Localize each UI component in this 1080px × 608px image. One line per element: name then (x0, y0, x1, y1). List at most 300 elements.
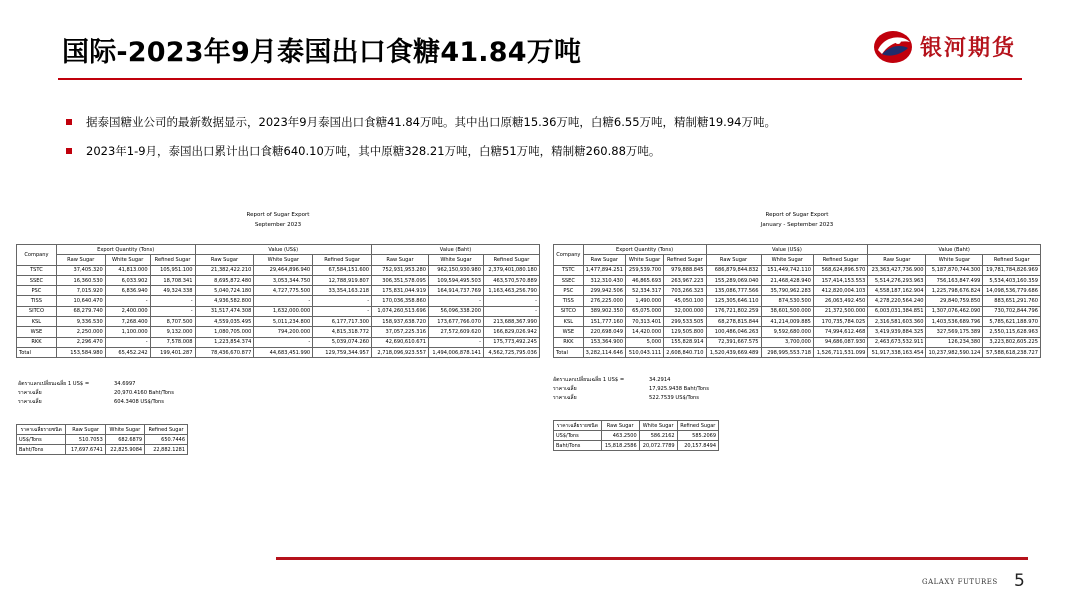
total-label: Total (554, 347, 584, 357)
column-subheader: White Sugar (625, 255, 663, 265)
value-cell: 6,003,031,384.851 (868, 306, 926, 316)
value-cell: 8,707.500 (150, 317, 195, 327)
company-cell: SITCO (554, 306, 584, 316)
total-cell: 298,995,553.718 (761, 347, 813, 357)
exchange-notes (553, 376, 709, 403)
value-cell: - (429, 337, 484, 347)
table-row (17, 327, 540, 337)
summary-bullets (66, 115, 776, 173)
value-cell: 4,558,187,162.904 (868, 286, 926, 296)
value-cell: 135,086,777.566 (706, 286, 761, 296)
price-unit: Baht/Tons (17, 445, 66, 455)
total-cell: 10,237,982,590.124 (926, 347, 983, 357)
note-value: 20,970.4160 Baht/Tons (114, 390, 174, 396)
value-cell: 45,050.100 (664, 296, 706, 306)
note-row (553, 376, 709, 385)
report-subtitle: January - September 2023 (760, 222, 834, 228)
table-row (17, 275, 540, 285)
value-cell: 32,000.000 (664, 306, 706, 316)
bullet-square-icon (66, 148, 72, 154)
value-cell: 109,594,495.503 (429, 275, 484, 285)
value-cell: 276,225.000 (583, 296, 625, 306)
value-cell: 703,266.323 (664, 286, 706, 296)
note-label: อัตราแลกเปลี่ยนเฉลี่ย 1 US$ = (18, 381, 90, 387)
value-cell: 5,534,403,160.359 (983, 275, 1041, 285)
value-cell: 4,727,775.500 (254, 286, 313, 296)
header-divider (58, 78, 1022, 80)
table-subheader-row (554, 255, 1041, 265)
column-subheader: White Sugar (429, 255, 484, 265)
price-value: 650.7446 (145, 435, 188, 445)
page-number: 5 (1014, 571, 1025, 591)
table-row (17, 296, 540, 306)
note-value: 34.6997 (114, 381, 136, 387)
column-subheader: Raw Sugar (583, 255, 625, 265)
note-row (553, 394, 709, 403)
bullet-item (66, 115, 776, 129)
value-cell: 1,632,000.000 (254, 306, 313, 316)
value-cell: 21,372,500.000 (813, 306, 867, 316)
table-header-row (554, 245, 1041, 255)
table-row (554, 337, 1041, 347)
price-value: 17,697.6741 (66, 445, 105, 455)
value-cell: 12,788,919.807 (313, 275, 372, 285)
value-cell: 9,592,680.000 (761, 327, 813, 337)
value-cell: 164,914,737.769 (429, 286, 484, 296)
price-header-row (17, 425, 188, 435)
value-cell: 312,310.430 (583, 275, 625, 285)
value-cell: 299,942.506 (583, 286, 625, 296)
column-subheader: Refined Sugar (313, 255, 372, 265)
total-cell: 510,043.111 (625, 347, 663, 357)
value-cell: 756,163,847.499 (926, 275, 983, 285)
value-cell: 568,624,896.570 (813, 265, 867, 275)
value-cell: 94,686,087.930 (813, 337, 867, 347)
note-label: ราคาเฉลี่ย (553, 386, 577, 392)
value-cell: 49,324.338 (150, 286, 195, 296)
value-cell: 175,831,044.919 (372, 286, 429, 296)
company-cell: RKK (554, 337, 584, 347)
note-row (18, 389, 174, 398)
note-label: อัตราแลกเปลี่ยนเฉลี่ย 1 US$ = (553, 377, 625, 383)
table-row (554, 286, 1041, 296)
column-subheader: White Sugar (105, 255, 150, 265)
value-cell: 979,888.845 (664, 265, 706, 275)
value-cell: 10,640.470 (56, 296, 105, 306)
value-cell: 5,785,621,188.970 (983, 317, 1041, 327)
value-cell: 37,057,225.316 (372, 327, 429, 337)
value-cell: 38,601,500.000 (761, 306, 813, 316)
value-cell: 42,690,610.671 (372, 337, 429, 347)
column-header-company: Company (17, 245, 57, 266)
price-value: 463.2500 (601, 431, 639, 441)
table-subheader-row (17, 255, 540, 265)
value-cell: 463,570,570.889 (483, 275, 539, 285)
company-cell: SSEC (554, 275, 584, 285)
company-cell: WSE (554, 327, 584, 337)
price-value: 22,825.9084 (105, 445, 144, 455)
value-cell: 4,559,035.495 (195, 317, 254, 327)
value-cell: 2,250.000 (56, 327, 105, 337)
column-subheader: Refined Sugar (664, 255, 706, 265)
value-cell: 1,307,076,462.090 (926, 306, 983, 316)
table-row (17, 337, 540, 347)
bullet-item (66, 144, 776, 158)
value-cell: 1,403,536,689.796 (926, 317, 983, 327)
value-cell: 389,902.350 (583, 306, 625, 316)
value-cell: 9,132.000 (150, 327, 195, 337)
value-cell: 14,098,536,779.686 (983, 286, 1041, 296)
column-subheader: Raw Sugar (56, 255, 105, 265)
price-header: White Sugar (105, 425, 144, 435)
value-cell: 175,773,492.245 (483, 337, 539, 347)
value-cell: 52,334.317 (625, 286, 663, 296)
value-cell: 1,223,854.374 (195, 337, 254, 347)
bullet-text: 2023年1-9月，泰国出口累计出口食糖640.10万吨，其中原糖328.21万吨，白糖51万吨，精制糖260.88万吨。 (86, 144, 661, 158)
value-cell: 412,820,004.103 (813, 286, 867, 296)
total-cell: 153,584.980 (56, 347, 105, 357)
price-header: White Sugar (639, 421, 677, 431)
value-cell: 33,354,163.218 (313, 286, 372, 296)
value-cell: 68,279.740 (56, 306, 105, 316)
value-cell: 1,477,894.251 (583, 265, 625, 275)
value-cell: 213,688,367.990 (483, 317, 539, 327)
value-cell: 170,036,358.860 (372, 296, 429, 306)
value-cell: 74,994,612.468 (813, 327, 867, 337)
column-group-header: Value (US$) (706, 245, 868, 255)
value-cell: - (150, 306, 195, 316)
value-cell: - (254, 296, 313, 306)
note-value: 17,925.9438 Baht/Tons (649, 386, 709, 392)
value-cell: 3,053,344.750 (254, 275, 313, 285)
value-cell: 5,000 (625, 337, 663, 347)
value-cell: - (254, 337, 313, 347)
column-subheader: Raw Sugar (195, 255, 254, 265)
value-cell: 46,865.693 (625, 275, 663, 285)
value-cell: 125,305,646.110 (706, 296, 761, 306)
table-row (554, 275, 1041, 285)
value-cell: 686,879,844.832 (706, 265, 761, 275)
value-cell: 3,700,000 (761, 337, 813, 347)
price-value: 510.7053 (66, 435, 105, 445)
export-table (16, 244, 540, 358)
bullet-square-icon (66, 119, 72, 125)
value-cell: 306,351,578.095 (372, 275, 429, 285)
value-cell: 26,063,492.450 (813, 296, 867, 306)
value-cell: 129,505.800 (664, 327, 706, 337)
total-cell: 65,452.242 (105, 347, 150, 357)
value-cell: 299,533.505 (664, 317, 706, 327)
value-cell: 8,695,872.480 (195, 275, 254, 285)
column-group-header: Value (Baht) (372, 245, 540, 255)
value-cell: - (105, 337, 150, 347)
note-row (18, 380, 174, 389)
value-cell: 4,278,220,564.240 (868, 296, 926, 306)
company-cell: TSTC (554, 265, 584, 275)
value-cell: 962,150,930.980 (429, 265, 484, 275)
value-cell: 1,080,705.000 (195, 327, 254, 337)
price-row (17, 445, 188, 455)
table-row (17, 286, 540, 296)
value-cell: 327,569,175.389 (926, 327, 983, 337)
value-cell: - (483, 306, 539, 316)
report-jan-sep (553, 206, 1041, 466)
value-cell: 173,677,766.070 (429, 317, 484, 327)
value-cell: 9,336.530 (56, 317, 105, 327)
price-header: ราคาเฉลี่ยรายชนิด (17, 425, 66, 435)
price-row (554, 441, 719, 451)
column-subheader: Raw Sugar (868, 255, 926, 265)
value-cell: 3,223,802,605.225 (983, 337, 1041, 347)
value-cell: 2,400.000 (105, 306, 150, 316)
total-label: Total (17, 347, 57, 357)
value-cell: 166,829,026.942 (483, 327, 539, 337)
galaxy-futures-logo (872, 28, 1062, 66)
value-cell: 874,530.500 (761, 296, 813, 306)
value-cell: 23,363,427,736.900 (868, 265, 926, 275)
total-cell: 4,562,725,795.036 (483, 347, 539, 357)
company-cell: PSC (554, 286, 584, 296)
value-cell: 19,781,784,826.969 (983, 265, 1041, 275)
value-cell: 126,234,380 (926, 337, 983, 347)
value-cell: 3,419,939,884.325 (868, 327, 926, 337)
column-subheader: White Sugar (926, 255, 983, 265)
value-cell: 37,405.320 (56, 265, 105, 275)
price-value: 585.2069 (677, 431, 718, 441)
value-cell: 7,268.400 (105, 317, 150, 327)
value-cell: 18,708.341 (150, 275, 195, 285)
value-cell: 35,790,962.283 (761, 286, 813, 296)
note-value: 604.3408 US$/Tons (114, 399, 164, 405)
value-cell: 176,721,802.259 (706, 306, 761, 316)
value-cell: - (150, 296, 195, 306)
total-cell: 3,282,114.646 (583, 347, 625, 357)
value-cell: 5,187,870,744.300 (926, 265, 983, 275)
value-cell: 5,514,276,293.963 (868, 275, 926, 285)
total-cell: 44,683,451.990 (254, 347, 313, 357)
column-subheader: Refined Sugar (983, 255, 1041, 265)
price-value: 20,157.8494 (677, 441, 718, 451)
column-group-header: Value (Baht) (868, 245, 1041, 255)
value-cell: 6,177,717.300 (313, 317, 372, 327)
value-cell: 1,163,463,256.790 (483, 286, 539, 296)
total-cell: 1,526,711,531.099 (813, 347, 867, 357)
table-total-row (554, 347, 1041, 357)
table-row (554, 265, 1041, 275)
column-group-header: Export Quantity (Tons) (583, 245, 706, 255)
note-row (18, 398, 174, 407)
report-september (16, 206, 540, 466)
value-cell: 158,937,638.720 (372, 317, 429, 327)
value-cell: 730,702,844.796 (983, 306, 1041, 316)
total-cell: 2,718,096,923.557 (372, 347, 429, 357)
table-row (554, 317, 1041, 327)
value-cell: 31,517,474.308 (195, 306, 254, 316)
value-cell: 7,015.920 (56, 286, 105, 296)
value-cell: 16,360.530 (56, 275, 105, 285)
value-cell: 155,828.914 (664, 337, 706, 347)
value-cell: - (483, 296, 539, 306)
column-subheader: Raw Sugar (372, 255, 429, 265)
total-cell: 1,520,439,669.489 (706, 347, 761, 357)
value-cell: 263,967.223 (664, 275, 706, 285)
value-cell: - (429, 296, 484, 306)
value-cell: - (105, 296, 150, 306)
company-cell: SITCO (17, 306, 57, 316)
total-cell: 129,759,344.957 (313, 347, 372, 357)
value-cell: 259,539.700 (625, 265, 663, 275)
value-cell: 2,379,401,080.180 (483, 265, 539, 275)
price-table (553, 420, 719, 451)
column-subheader: Refined Sugar (150, 255, 195, 265)
value-cell: 56,096,338.200 (429, 306, 484, 316)
table-total-row (17, 347, 540, 357)
table-row (17, 317, 540, 327)
column-subheader: Refined Sugar (813, 255, 867, 265)
price-header: Refined Sugar (677, 421, 718, 431)
value-cell: 794,200.000 (254, 327, 313, 337)
column-header-company: Company (554, 245, 584, 266)
total-cell: 2,608,840.710 (664, 347, 706, 357)
note-label: ราคาเฉลี่ย (553, 395, 577, 401)
price-header: Raw Sugar (601, 421, 639, 431)
price-row (554, 431, 719, 441)
value-cell: 1,074,260,513.696 (372, 306, 429, 316)
value-cell: 2,463,673,532.911 (868, 337, 926, 347)
price-unit: Baht/Tons (554, 441, 602, 451)
exchange-notes (18, 380, 174, 407)
value-cell: 29,840,759.850 (926, 296, 983, 306)
galaxy-swirl-icon (872, 28, 914, 66)
company-cell: SSEC (17, 275, 57, 285)
column-subheader: White Sugar (761, 255, 813, 265)
price-value: 15,818.2586 (601, 441, 639, 451)
total-cell: 199,401.287 (150, 347, 195, 357)
company-cell: WSE (17, 327, 57, 337)
value-cell: 4,936,582.800 (195, 296, 254, 306)
report-subtitle: September 2023 (254, 222, 302, 228)
value-cell: 41,214,009.885 (761, 317, 813, 327)
price-header: Raw Sugar (66, 425, 105, 435)
price-value: 586.2162 (639, 431, 677, 441)
column-subheader: Refined Sugar (483, 255, 539, 265)
value-cell: 157,414,153.553 (813, 275, 867, 285)
company-cell: TSTC (17, 265, 57, 275)
report-title: Report of Sugar Export (246, 212, 310, 218)
company-cell: PSC (17, 286, 57, 296)
value-cell: 65,075.000 (625, 306, 663, 316)
price-unit: US$/Tons (554, 431, 602, 441)
bullet-text: 据泰国糖业公司的最新数据显示，2023年9月泰国出口食糖41.84万吨。其中出口原糖15.36万吨，白糖6.55万吨，精制糖19.94万吨。 (86, 115, 776, 129)
price-value: 20,072.7789 (639, 441, 677, 451)
value-cell: 21,468,428.940 (761, 275, 813, 285)
value-cell: 72,391,667.575 (706, 337, 761, 347)
value-cell: 153,364.900 (583, 337, 625, 347)
note-label: ราคาเฉลี่ย (18, 390, 42, 396)
company-cell: KSL (554, 317, 584, 327)
company-cell: TISS (554, 296, 584, 306)
column-subheader: White Sugar (254, 255, 313, 265)
value-cell: 70,313.401 (625, 317, 663, 327)
value-cell: 1,225,798,676.824 (926, 286, 983, 296)
value-cell: 170,735,784.025 (813, 317, 867, 327)
note-row (553, 385, 709, 394)
page-title: 国际-2023年9月泰国出口食糖41.84万吨 (62, 37, 582, 68)
table-row (17, 306, 540, 316)
value-cell: 5,039,074.260 (313, 337, 372, 347)
price-value: 682.6879 (105, 435, 144, 445)
value-cell: 155,289,069.040 (706, 275, 761, 285)
value-cell: 752,931,953.280 (372, 265, 429, 275)
value-cell: 68,278,815.844 (706, 317, 761, 327)
value-cell: 41,813.000 (105, 265, 150, 275)
price-row (17, 435, 188, 445)
footer-divider (276, 557, 1028, 560)
column-subheader: Raw Sugar (706, 255, 761, 265)
company-cell: RKK (17, 337, 57, 347)
table-row (17, 265, 540, 275)
price-value: 22,882.1281 (145, 445, 188, 455)
total-cell: 57,588,618,238.727 (983, 347, 1041, 357)
value-cell: - (313, 296, 372, 306)
value-cell: 5,011,234.800 (254, 317, 313, 327)
logo-text: 银河期货 (920, 36, 1017, 61)
value-cell: 67,584,151.600 (313, 265, 372, 275)
report-title: Report of Sugar Export (765, 212, 829, 218)
value-cell: 2,316,581,603.360 (868, 317, 926, 327)
value-cell: 29,464,896.940 (254, 265, 313, 275)
price-header-row (554, 421, 719, 431)
total-cell: 78,436,670.877 (195, 347, 254, 357)
note-label: ราคาเฉลี่ย (18, 399, 42, 405)
value-cell: 7,578.008 (150, 337, 195, 347)
value-cell: 151,777.160 (583, 317, 625, 327)
price-header: Refined Sugar (145, 425, 188, 435)
column-group-header: Export Quantity (Tons) (56, 245, 195, 255)
company-cell: TISS (17, 296, 57, 306)
price-header: ราคาเฉลี่ยรายชนิด (554, 421, 602, 431)
value-cell: - (313, 306, 372, 316)
value-cell: 2,296.470 (56, 337, 105, 347)
export-table (553, 244, 1041, 358)
total-cell: 1,494,006,878.141 (429, 347, 484, 357)
note-value: 522.7539 US$/Tons (649, 395, 699, 401)
table-row (554, 306, 1041, 316)
value-cell: 6,033.902 (105, 275, 150, 285)
value-cell: 883,651,291.760 (983, 296, 1041, 306)
value-cell: 6,836.940 (105, 286, 150, 296)
value-cell: 1,490.000 (625, 296, 663, 306)
value-cell: 14,420.000 (625, 327, 663, 337)
table-header-row (17, 245, 540, 255)
value-cell: 5,040,724.180 (195, 286, 254, 296)
value-cell: 21,382,422.210 (195, 265, 254, 275)
value-cell: 220,698.049 (583, 327, 625, 337)
value-cell: 1,100.000 (105, 327, 150, 337)
price-table (16, 424, 188, 455)
value-cell: 151,449,742.110 (761, 265, 813, 275)
footer-brand: GALAXY FUTURES (922, 578, 998, 586)
company-cell: KSL (17, 317, 57, 327)
value-cell: 105,951.100 (150, 265, 195, 275)
total-cell: 51,917,338,163.454 (868, 347, 926, 357)
value-cell: 4,815,318.772 (313, 327, 372, 337)
table-row (554, 296, 1041, 306)
price-unit: US$/Tons (17, 435, 66, 445)
value-cell: 27,572,609.620 (429, 327, 484, 337)
value-cell: 2,550,115,628.963 (983, 327, 1041, 337)
note-value: 34.2914 (649, 377, 671, 383)
